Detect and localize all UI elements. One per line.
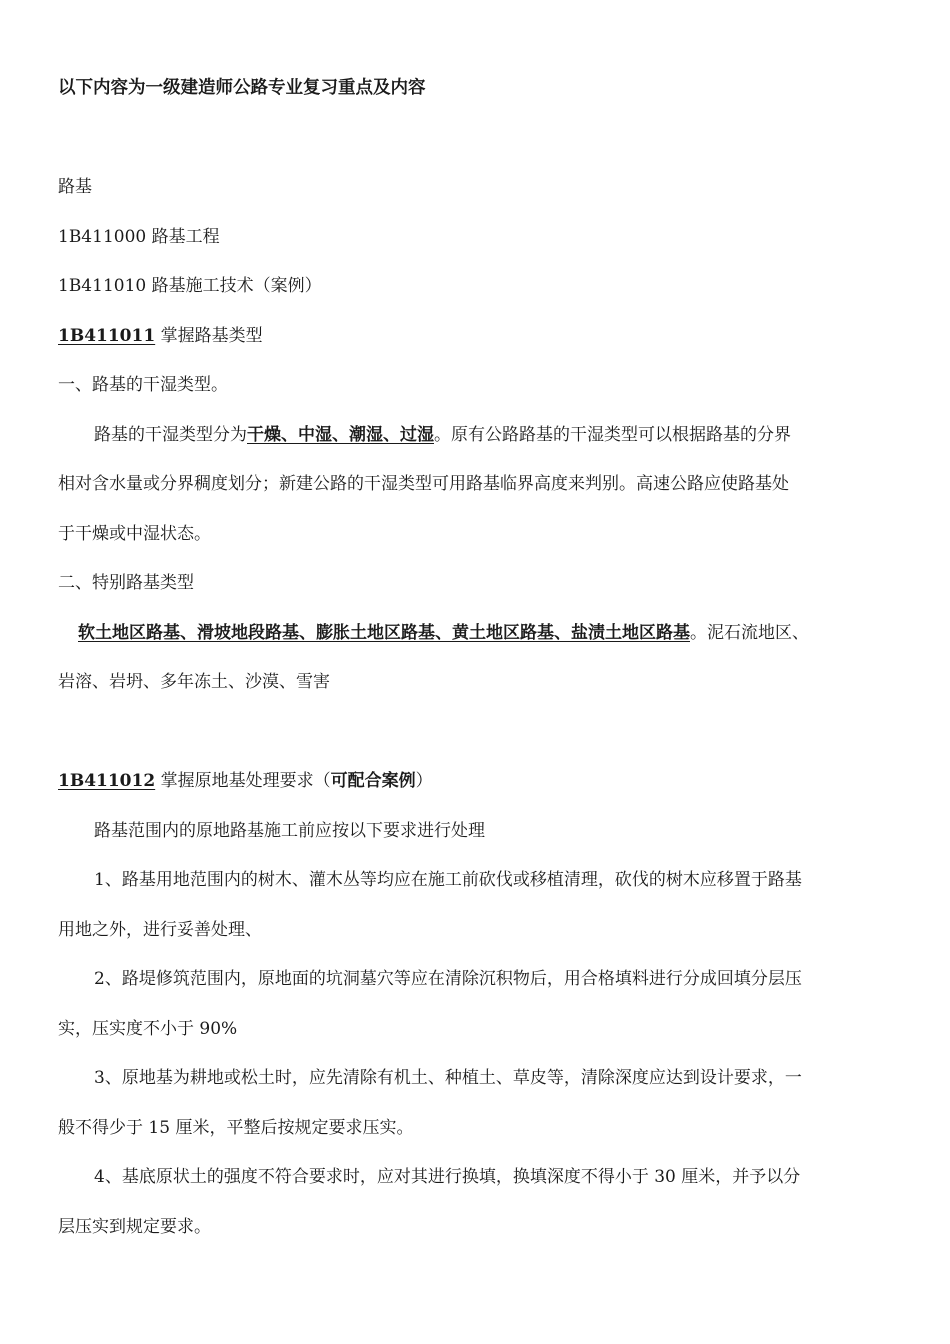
text-run: 。原有公路路基的干湿类型可以根据路基的分界: [434, 424, 791, 445]
text-run: 。泥石流地区、: [690, 622, 809, 643]
heading-special-roadbed: 二、特别路基类型: [58, 573, 194, 593]
spacer: [58, 122, 898, 172]
rule-2-line-1: 2、路堤修筑范围内，原地面的坑洞墓穴等应在清除沉积物后，用合格填料进行分成回填分层压: [94, 969, 802, 989]
item-code: 1B411011: [58, 325, 156, 346]
paragraph-dry-wet-3: 于干燥或中湿状态。: [58, 523, 211, 544]
paragraph-special-1: [58, 617, 898, 667]
paragraph-dry-wet-1: [58, 419, 898, 469]
rule-1-line-2: 用地之外，进行妥善处理、: [58, 919, 262, 940]
text-run: 路基的干湿类型分为: [94, 424, 247, 445]
rule-2-line-2: 实，压实度不小于 90%: [58, 1018, 238, 1039]
rule-3-line-1: 3、原地基为耕地或松土时，应先清除有机土、种植土、草皮等，清除深度应达到设计要求，一: [94, 1068, 802, 1088]
section-roadbed: 路基: [58, 177, 92, 197]
item-text: 掌握原地基处理要求（: [155, 771, 331, 791]
item-code: 1B411012: [58, 771, 156, 791]
paragraph-special-2: 岩溶、岩坍、多年冻土、沙漠、雪害: [58, 672, 330, 692]
rule-4-line-1: 4、基底原状土的强度不符合要求时，应对其进行换填，换填深度不得小于 30 厘米，并予以分: [94, 1167, 801, 1187]
heading-dry-wet: 一、路基的干湿类型。: [58, 375, 228, 395]
highlight-special-types: 软土地区路基、滑坡地段路基、膨胀土地区路基、黄土地区路基、盐渍土地区路基: [78, 622, 690, 643]
paragraph-dry-wet-2: 相对含水量或分界稠度划分；新建公路的干湿类型可用路基临界高度来判别。高速公路应使路基处: [58, 474, 789, 494]
item-close: ）: [415, 771, 433, 791]
item-bold: 可配合案例: [330, 771, 416, 791]
rule-3-line-2: 般不得少于 15 厘米，平整后按规定要求压实。: [58, 1117, 414, 1138]
document-page: [58, 72, 898, 1260]
spacer: [58, 716, 898, 766]
item-1b411012: [58, 765, 898, 815]
intro-line: 路基范围内的原地路基施工前应按以下要求进行处理: [94, 820, 485, 841]
highlight-types: 干燥、中湿、潮湿、过湿: [247, 424, 434, 445]
rule-1-line-1: 1、路基用地范围内的树木、灌木丛等均应在施工前砍伐或移植清理，砍伐的树木应移置于路基: [94, 870, 802, 890]
document-title: 以下内容为一级建造师公路专业复习重点及内容: [58, 78, 426, 98]
item-1b411011: [58, 320, 898, 370]
code-1b411000: 1B411000 路基工程: [58, 226, 220, 247]
rule-4-line-2: 层压实到规定要求。: [58, 1216, 211, 1237]
item-text: 掌握路基类型: [155, 325, 263, 346]
code-1b411010: 1B411010 路基施工技术（案例）: [58, 276, 322, 296]
